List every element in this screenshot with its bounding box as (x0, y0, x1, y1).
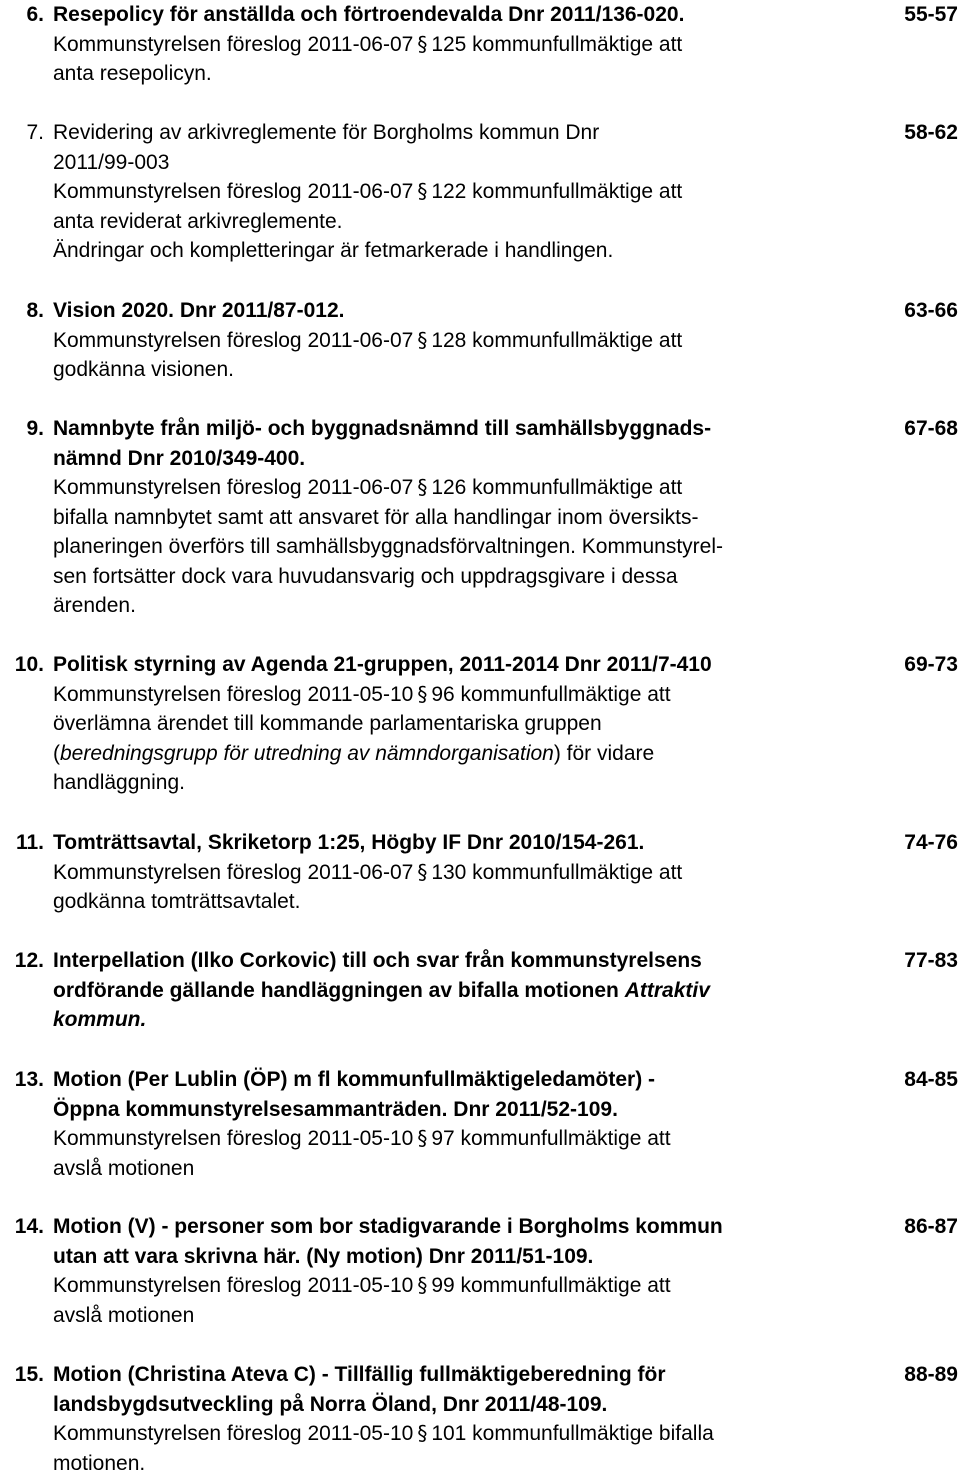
text-line: Ändringar och kompletteringar är fetmarkerade i handlingen. (53, 236, 863, 266)
text-line: anta reviderat arkivreglemente. (53, 207, 863, 237)
item-number: 8. (0, 296, 44, 326)
text-line: ärenden. (53, 591, 863, 621)
title-line: Politisk styrning av Agenda 21-gruppen, 2011-2014 Dnr 2011/7-410 (53, 650, 863, 680)
text-line: Revidering av arkivreglemente för Borgholms kommun Dnr (53, 118, 863, 148)
text-line: godkänna tomträttsavtalet. (53, 887, 863, 917)
item-title (53, 828, 863, 858)
title-line: Interpellation (Ilko Corkovic) till och svar från kommunstyrelsens (53, 946, 863, 976)
text-line: motionen. (53, 1449, 863, 1478)
page-range: 58-62 (866, 118, 958, 148)
text-line: Kommunstyrelsen föreslog 2011-06-07 § 130 kommunfullmäktige att (53, 858, 863, 888)
title-line: Vision 2020. Dnr 2011/87-012. (53, 296, 863, 326)
item-body (53, 118, 863, 266)
item-body (53, 650, 863, 798)
item-number: 15. (0, 1360, 44, 1390)
item-title (53, 0, 863, 30)
title-line: Motion (Christina Ateva C) - Tillfällig fullmäktigeberedning för (53, 1360, 863, 1390)
title-line: landsbygdsutveckling på Norra Öland, Dnr 2011/48-109. (53, 1390, 863, 1420)
text-line: avslå motionen (53, 1301, 863, 1331)
title-line: Öppna kommunstyrelsesammanträden. Dnr 2011/52-109. (53, 1095, 863, 1125)
text-line: (beredningsgrupp för utredning av nämndorganisation) för vidare (53, 739, 863, 769)
page-range: 67-68 (866, 414, 958, 444)
text-line: Kommunstyrelsen föreslog 2011-06-07 § 125 kommunfullmäktige att (53, 30, 863, 60)
text-line: Kommunstyrelsen föreslog 2011-06-07 § 122 kommunfullmäktige att (53, 177, 863, 207)
text-line: planeringen överförs till samhällsbyggnadsförvaltningen. Kommunstyrel- (53, 532, 863, 562)
item-number: 9. (0, 414, 44, 444)
item-title (53, 1212, 863, 1271)
item-body (53, 1360, 863, 1478)
title-line: utan att vara skrivna här. (Ny motion) Dnr 2011/51-109. (53, 1242, 863, 1272)
item-body (53, 0, 863, 89)
item-body (53, 1212, 863, 1330)
text-line: avslå motionen (53, 1154, 863, 1184)
item-number: 13. (0, 1065, 44, 1095)
page-range: 74-76 (866, 828, 958, 858)
item-title (53, 1065, 863, 1124)
item-title (53, 946, 863, 1035)
title-line: ordförande gällande handläggningen av bifalla motionen Attraktiv (53, 976, 863, 1006)
text-line: 2011/99-003 (53, 148, 863, 178)
item-number: 7. (0, 118, 44, 148)
item-number: 12. (0, 946, 44, 976)
page-range: 86-87 (866, 1212, 958, 1242)
text-line: Kommunstyrelsen föreslog 2011-06-07 § 128 kommunfullmäktige att (53, 326, 863, 356)
item-title (53, 650, 863, 680)
title-line: Motion (Per Lublin (ÖP) m fl kommunfullmäktigeledamöter) - (53, 1065, 863, 1095)
text-line: Kommunstyrelsen föreslog 2011-05-10 § 101 kommunfullmäktige bifalla (53, 1419, 863, 1449)
text-line: anta resepolicyn. (53, 59, 863, 89)
page-range: 88-89 (866, 1360, 958, 1390)
page-range: 55-57 (866, 0, 958, 30)
text-line: Kommunstyrelsen föreslog 2011-06-07 § 126 kommunfullmäktige att (53, 473, 863, 503)
title-line: Namnbyte från miljö- och byggnadsnämnd till samhällsbyggnads- (53, 414, 863, 444)
item-number: 14. (0, 1212, 44, 1242)
page-range: 63-66 (866, 296, 958, 326)
text-line: handläggning. (53, 768, 863, 798)
text-line: Kommunstyrelsen föreslog 2011-05-10 § 99 kommunfullmäktige att (53, 1271, 863, 1301)
title-line: Tomträttsavtal, Skriketorp 1:25, Högby IF Dnr 2010/154-261. (53, 828, 863, 858)
title-line: Motion (V) - personer som bor stadigvarande i Borgholms kommun (53, 1212, 863, 1242)
item-body (53, 828, 863, 917)
text-line: bifalla namnbytet samt att ansvaret för alla handlingar inom översikts- (53, 503, 863, 533)
item-body (53, 414, 863, 621)
item-title (53, 414, 863, 473)
title-line: kommun. (53, 1005, 863, 1035)
item-number: 11. (0, 828, 44, 858)
page-range: 77-83 (866, 946, 958, 976)
title-line: Resepolicy för anställda och förtroendevalda Dnr 2011/136-020. (53, 0, 863, 30)
text-line: överlämna ärendet till kommande parlamentariska gruppen (53, 709, 863, 739)
item-body (53, 296, 863, 385)
text-line: Kommunstyrelsen föreslog 2011-05-10 § 96 kommunfullmäktige att (53, 680, 863, 710)
text-line: Kommunstyrelsen föreslog 2011-05-10 § 97 kommunfullmäktige att (53, 1124, 863, 1154)
page-range: 69-73 (866, 650, 958, 680)
text-line: godkänna visionen. (53, 355, 863, 385)
item-body (53, 946, 863, 1035)
item-body (53, 1065, 863, 1183)
text-line: sen fortsätter dock vara huvudansvarig och uppdragsgivare i dessa (53, 562, 863, 592)
title-line: nämnd Dnr 2010/349-400. (53, 444, 863, 474)
item-title (53, 296, 863, 326)
page-range: 84-85 (866, 1065, 958, 1095)
item-number: 6. (0, 0, 44, 30)
item-number: 10. (0, 650, 44, 680)
item-title (53, 1360, 863, 1419)
